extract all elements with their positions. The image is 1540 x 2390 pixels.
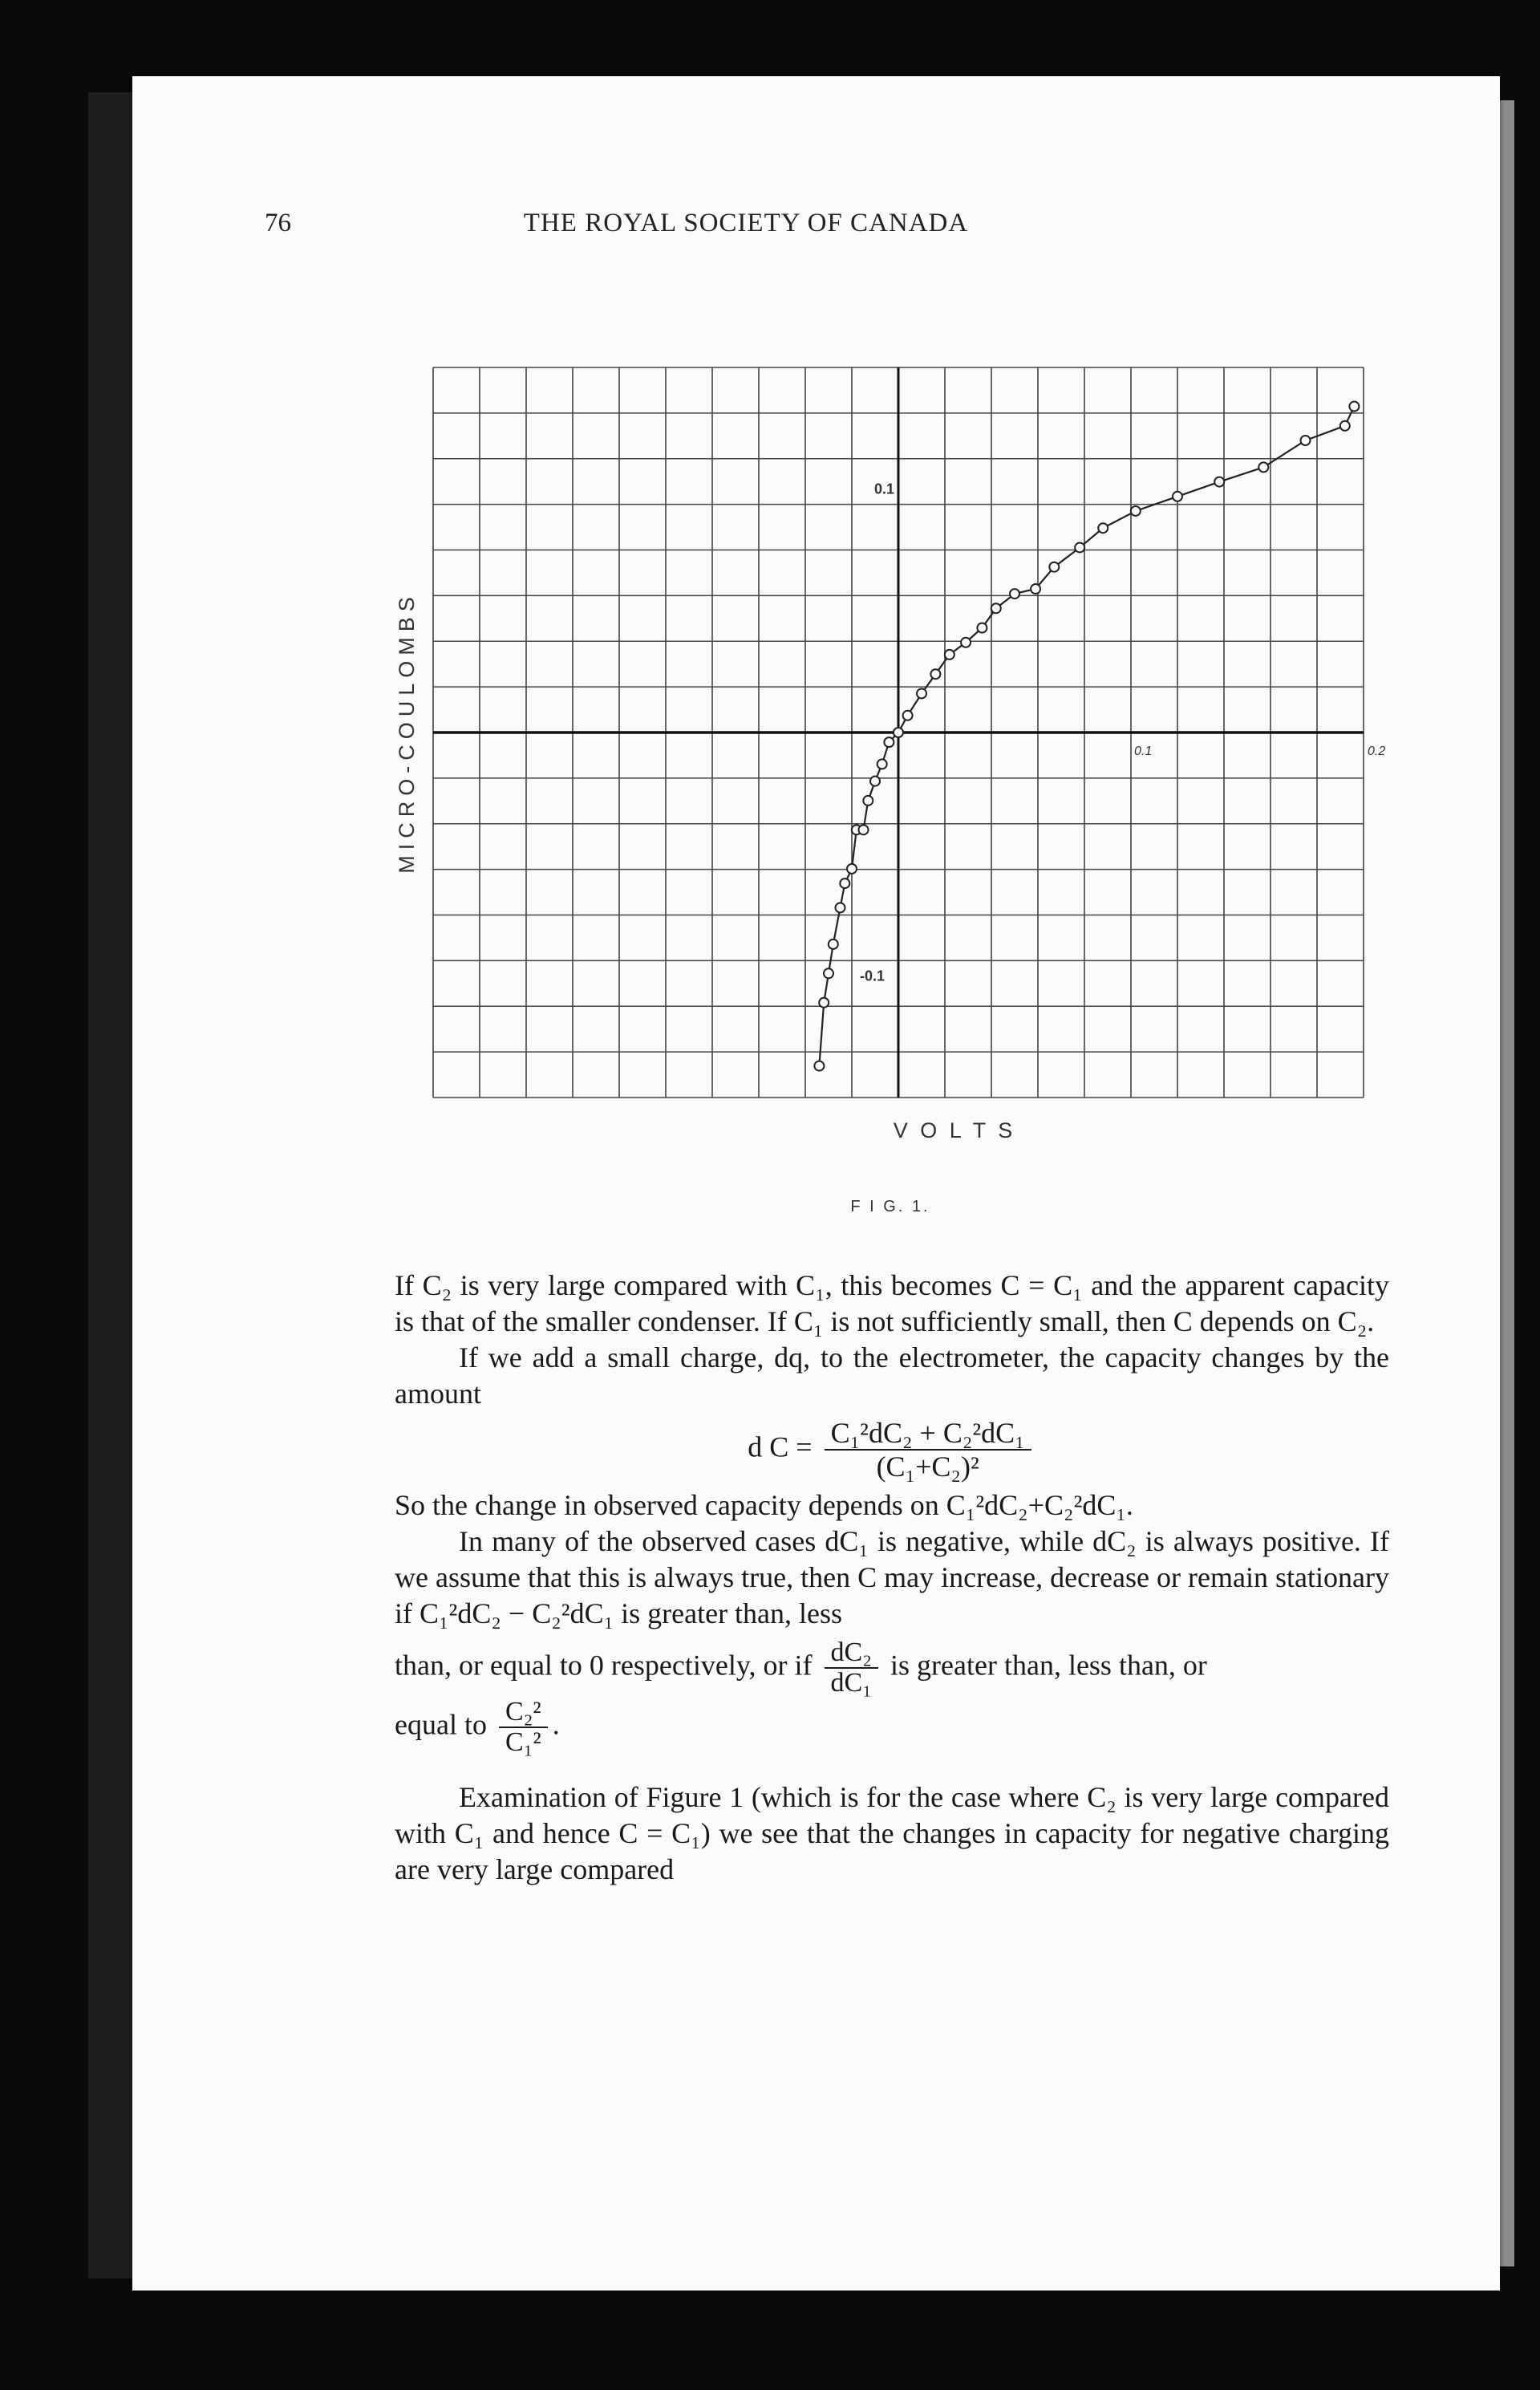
page-number: 76: [265, 209, 291, 237]
fraction-denominator: dC₁: [830, 1668, 873, 1698]
data-point: [847, 864, 857, 874]
data-point: [945, 650, 954, 659]
fraction-c2-c1: [499, 1698, 548, 1757]
data-point: [894, 728, 903, 737]
y-axis-label: MICRO-COULOMBS: [395, 591, 419, 874]
data-point: [1214, 477, 1224, 487]
paragraph-5-start: than, or equal to 0 respectively, or if: [395, 1649, 813, 1682]
fraction-numerator: C₂²: [499, 1698, 548, 1728]
paragraph-1: If C₂ is very large compared with C₁, this becomes C = C₁ and the apparent capacity is that of the smaller condenser. If C₁ is not sufficiently small, then C depends on C₂.: [395, 1269, 1389, 1337]
data-point: [1131, 506, 1141, 516]
data-points: [814, 402, 1359, 1071]
paragraph-2: If we add a small charge, dq, to the electrometer, the capacity changes by the amount: [395, 1341, 1389, 1410]
equation-lhs: d C =: [748, 1430, 813, 1463]
data-point: [1349, 402, 1359, 412]
body-text: [395, 1268, 1389, 1888]
data-point: [1010, 589, 1019, 599]
data-point: [961, 638, 971, 647]
x-axis-label: V O L T S: [893, 1118, 1016, 1142]
data-point: [877, 759, 887, 769]
paragraph-7: Examination of Figure 1 (which is for the case where C₂ is very large compared with C₁ and hence C = C₁) we see that the changes in capacity for negative charging are very large compared: [395, 1781, 1389, 1885]
paragraph-4: In many of the observed cases dC₁ is negative, while dC₂ is always positive. If we assume that this is always true, then C may increase, decrease or remain stationary if C₁²dC₂ − C₂²dC₁ is greater than, less: [395, 1525, 1389, 1629]
x-tick-label-end: 0.2: [1368, 745, 1386, 758]
data-point: [819, 998, 829, 1008]
data-point: [859, 825, 869, 834]
data-point: [884, 737, 894, 747]
data-point: [977, 623, 987, 633]
data-point: [836, 903, 845, 912]
data-point: [930, 669, 940, 679]
data-point: [903, 711, 913, 720]
paragraph-3: So the change in observed capacity depends on C₁²dC₂+C₂²dC₁.: [395, 1489, 1133, 1521]
data-point: [829, 939, 838, 949]
data-point: [1340, 421, 1350, 431]
data-point: [1098, 523, 1108, 533]
y-tick-label-negative: -0.1: [860, 968, 886, 984]
equation-dc: [395, 1417, 1389, 1483]
data-point: [1301, 436, 1311, 445]
data-point: [1075, 542, 1084, 552]
data-point: [1173, 492, 1182, 501]
fraction-dc2-dc1: [825, 1638, 879, 1698]
data-point: [870, 777, 880, 786]
equation-fraction: [825, 1417, 1031, 1483]
fraction-denominator: C₁²: [505, 1727, 541, 1757]
paragraph-gap: [395, 1757, 1389, 1779]
running-title: THE ROYAL SOCIETY OF CANADA: [523, 209, 969, 237]
y-tick-label-positive: 0.1: [874, 481, 895, 497]
data-point: [917, 688, 926, 698]
data-point: [991, 603, 1001, 613]
equation-numerator: C₁²dC₂ + C₂²dC₁: [825, 1417, 1031, 1451]
fraction-numerator: dC₂: [825, 1638, 879, 1669]
data-point: [1049, 562, 1059, 572]
paragraph-5: [395, 1638, 1389, 1698]
data-point: [840, 878, 849, 888]
paragraph-6-start: equal to: [395, 1708, 487, 1741]
paragraph-6: [395, 1698, 1389, 1757]
data-point: [1031, 584, 1040, 594]
data-point: [863, 796, 873, 805]
equation-denominator: (C₁+C₂)²: [876, 1451, 979, 1483]
data-point: [1258, 462, 1268, 472]
x-tick-label-mid: 0.1: [1134, 745, 1153, 758]
data-point: [814, 1061, 824, 1071]
figure-caption: F I G. 1.: [850, 1198, 930, 1215]
data-point: [824, 968, 833, 978]
paragraph-5-end: is greater than, less than, or: [890, 1649, 1207, 1682]
paragraph-6-end: .: [552, 1708, 560, 1741]
